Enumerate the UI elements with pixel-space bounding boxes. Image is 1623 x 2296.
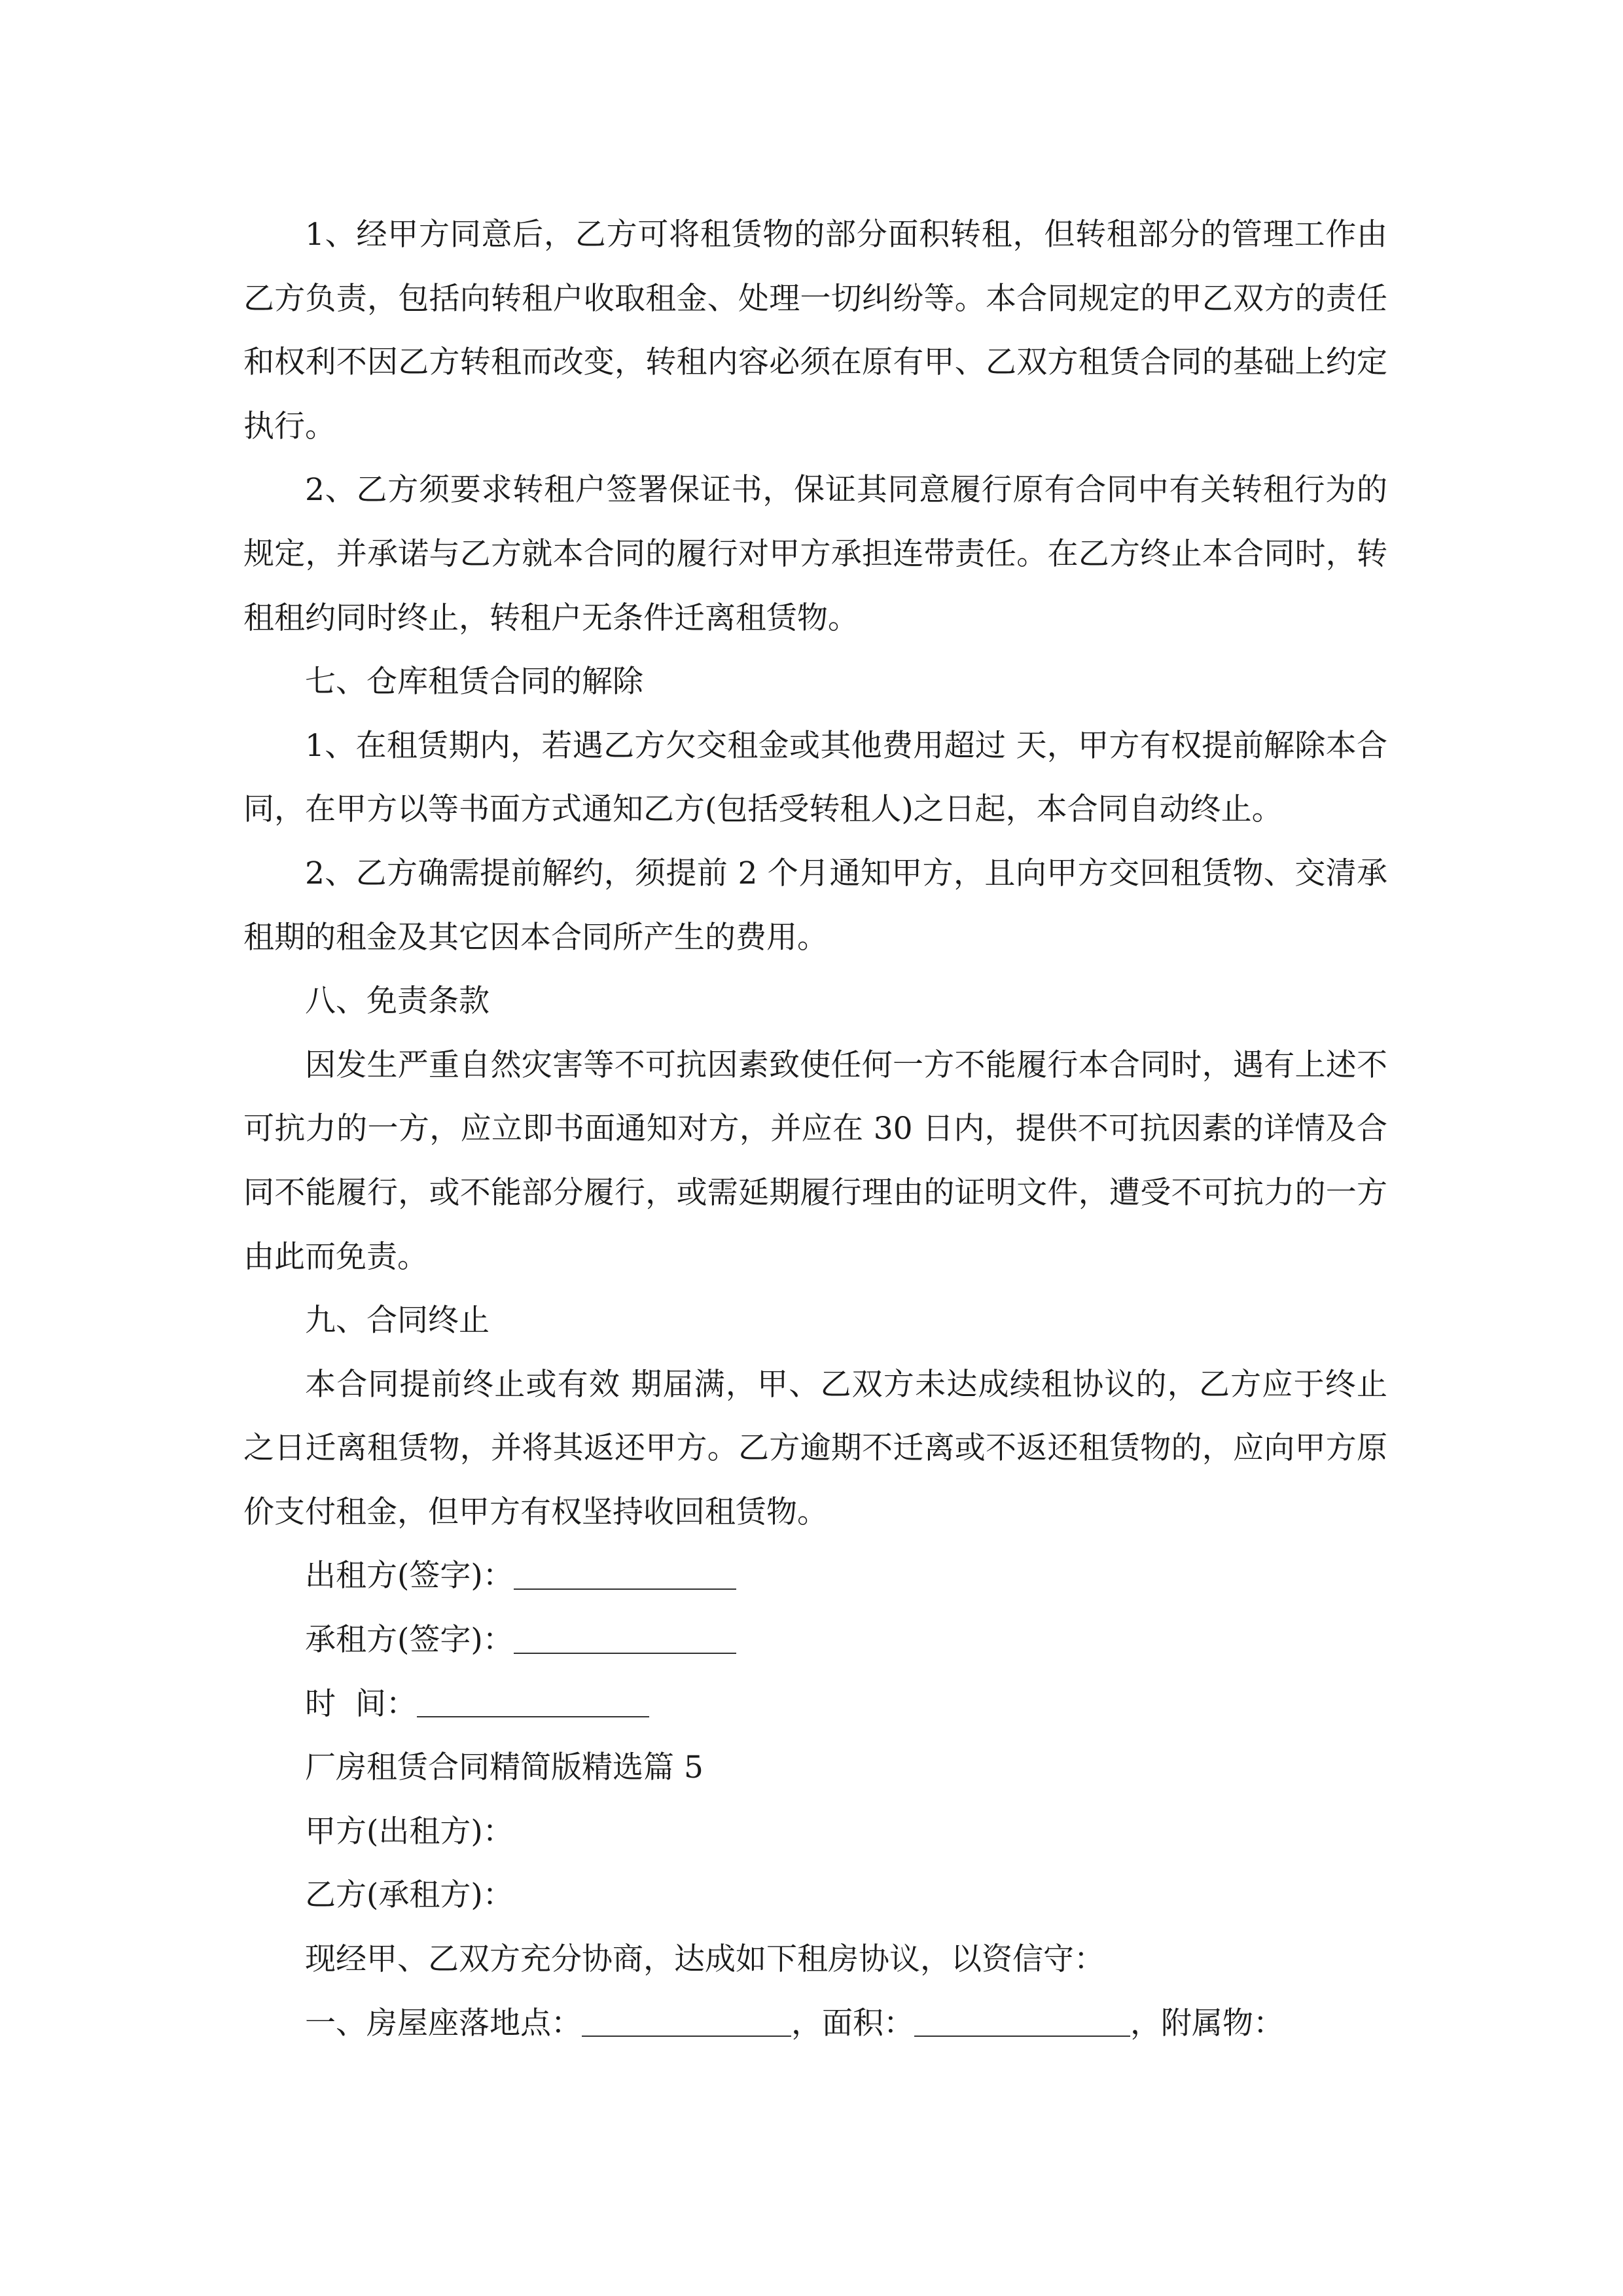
signature-lessee-label: 承租方(签字)： — [305, 1622, 514, 1659]
party-b-line: 乙方(承租方)： — [305, 1877, 514, 1914]
party-a-line: 甲方(出租方)： — [305, 1813, 514, 1850]
agreement-intro: 现经甲、乙双方充分协商，达成如下租房协议，以资信守： — [305, 1941, 1105, 1978]
signature-time-blank[interactable] — [417, 1685, 649, 1717]
signature-lessor-label: 出租方(签字)： — [305, 1558, 514, 1594]
paragraph-termination-arrears: 1、在租赁期内，若遇乙方欠交租金或其他费用超过 天，甲方有权提前解除本合同，在甲方以等书面方式通知乙方(包括受转租人)之日起，本合同自动终止。 — [243, 727, 1387, 828]
signature-lessee-line — [243, 1608, 1387, 1672]
clause-one-attachment-label: ，附属物： — [1130, 2005, 1284, 2041]
signature-lessor-line — [243, 1544, 1387, 1608]
paragraph-sublease-guarantee: 2、乙方须要求转租户签署保证书，保证其同意履行原有合同中有关转租行为的规定，并承诺与乙方就本合同的履行对甲方承担连带责任。在乙方终止本合同时，转租租约同时终止，转租户无条件迁离租赁物。 — [243, 472, 1387, 636]
paragraph-sublease-management: 1、经甲方同意后，乙方可将租赁物的部分面积转租，但转租部分的管理工作由乙方负责，包括向转租户收取租金、处理一切纠纷等。本合同规定的甲乙双方的责任和权利不因乙方转租而改变，转租内容必须在原有甲、乙双方租赁合同的基础上约定执行。 — [243, 217, 1387, 444]
signature-time-line — [243, 1672, 1387, 1736]
clause-one-location-blank[interactable] — [582, 2005, 791, 2037]
signature-lessee-blank[interactable] — [514, 1622, 736, 1654]
signature-lessor-blank[interactable] — [514, 1558, 736, 1590]
clause-one-area-blank[interactable] — [914, 2005, 1130, 2037]
heading-force-majeure: 八、免责条款 — [305, 983, 490, 1020]
paragraph-contract-end: 本合同提前终止或有效 期届满，甲、乙双方未达成续租协议的，乙方应于终止之日迁离租赁物，并将其返还甲方。乙方逾期不迁离或不返还租赁物的，应向甲方原价支付租金，但甲方有权坚持收回租赁物。 — [243, 1366, 1387, 1530]
section-title: 厂房租赁合同精简版精选篇 5 — [305, 1749, 704, 1786]
clause-one-line — [243, 1992, 1387, 2056]
signature-time-label: 时 间： — [305, 1685, 417, 1722]
paragraph-early-termination: 2、乙方确需提前解约，须提前 2 个月通知甲方，且向甲方交回租赁物、交清承租期的租金及其它因本合同所产生的费用。 — [243, 855, 1387, 956]
paragraph-force-majeure: 因发生严重自然灾害等不可抗因素致使任何一方不能履行本合同时，遇有上述不可抗力的一方，应立即书面通知对方，并应在 30 日内，提供不可抗因素的详情及合同不能履行，或不能部分履行，或需延期履行理由的证明文件，遭受不可抗力的一方由此而免责。 — [243, 1047, 1387, 1275]
heading-contract-end: 九、合同终止 — [305, 1302, 490, 1339]
clause-one-location-label: 一、房屋座落地点： — [305, 2005, 582, 2041]
heading-contract-termination: 七、仓库租赁合同的解除 — [305, 664, 643, 700]
document-body — [243, 203, 1387, 2055]
clause-one-area-label: ，面积： — [791, 2005, 914, 2041]
